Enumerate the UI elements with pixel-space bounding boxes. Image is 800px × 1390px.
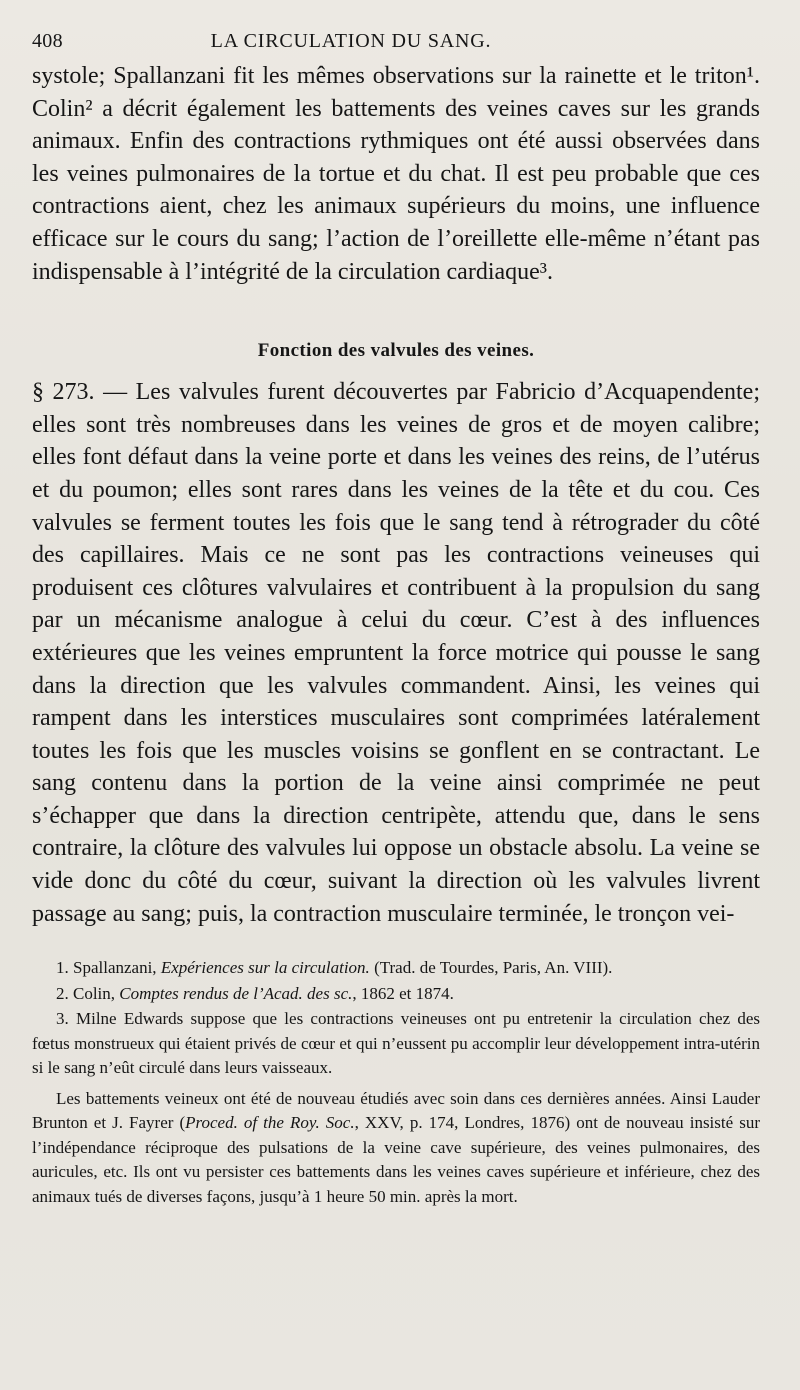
footnote-1: 1. Spallanzani, Expériences sur la circulation. (Trad. de Tourdes, Paris, An. VIII). (56, 958, 613, 978)
paragraph-number: § 273. — (32, 379, 136, 406)
footnotes (32, 956, 760, 1209)
footnote-3: 3. Milne Edwards suppose que les contractions veineuses ont pu entretenir la circulation chez des fœtus monstrueux qui étaient privés de cœur et qui n’eussent pu accomplir leur développement intra-utérin si le sang n’eût circulé dans leurs vaisseaux. (32, 1009, 761, 1078)
page-header (32, 30, 760, 60)
footnote-2: 2. Colin, Comptes rendus de l’Acad. des sc., 1862 et 1874. (56, 983, 454, 1003)
paragraph-273-text: Les valvules furent découvertes par Fabricio d’Acquapendente; elles sont très nombreuses dans les veines de gros et de moyen calibre; elles font défaut dans la veine porte et dans les veines des reins, de l’utérus et du poumon; elles sont rares dans les veines de la tête et du cou. Ces valvules se ferment toutes les fois que le sang tend à rétrograder du côté des capillaires. Mais ce ne sont pas les contractions veineuses qui produisent ces clôtures valvulaires et contribuent à la propulsion du sang par un mécanisme analogue à celui du cœur. C’est à des influences extérieures que les veines empruntent la force motrice qui pousse le sang dans la direction que les valvules commandent. Ainsi, les veines qui rampent dans les interstices musculaires sont comprimées latéralement toutes les fois que les muscles voisins se gonflent en se contractant. Le sang contenu dans la portion de la veine ainsi comprimée ne peut s’échapper que dans la direction centripète, attendu que, dans le sens contraire, la clôture des valvules lui oppose un obstacle absolu. La veine se vide donc du côté du cœur, suivant la direction où les valvules livrent passage au sang; puis, la contraction musculaire terminée, le tronçon vei- (32, 379, 761, 927)
running-title: LA CIRCULATION DU SANG. (210, 30, 492, 52)
main-text (32, 60, 760, 930)
section-heading: Fonction des valvules des veines. (257, 340, 535, 362)
footnote-3-continued: Les battements veineux ont été de nouveau étudiés avec soin dans ces dernières années. Ainsi Lauder Brunton et J. Fayrer (Proced. of the Roy. Soc., XXV, p. 174, Londres, 1876) ont de nouveau insisté sur l’indépendance réciproque des pulsations de la veine cave supérieure, des veines pulmonaires, des auricules, etc. Ils ont vu persister ces battements dans les veines caves supérieure et inférieure, chez des animaux tués de diverses façons, jusqu’à 1 heure 50 min. après la mort. (32, 1088, 760, 1206)
page-number: 408 (32, 30, 63, 52)
paragraph-273 (32, 376, 760, 930)
paragraph-continued: systole; Spallanzani fit les mêmes observations sur la rainette et le triton¹. Colin² a décrit également les battements des veines caves sur les grands animaux. Enfin des contractions rythmiques ont été aussi observées dans les veines pulmonaires de la tortue et du chat. Il est peu probable que ces contractions aient, chez les animaux supérieurs du moins, une influence efficace sur le cours du sang; l’action de l’oreillette elle-même n’étant pas indispensable à l’intégrité de la circulation cardiaque³. (32, 63, 760, 285)
